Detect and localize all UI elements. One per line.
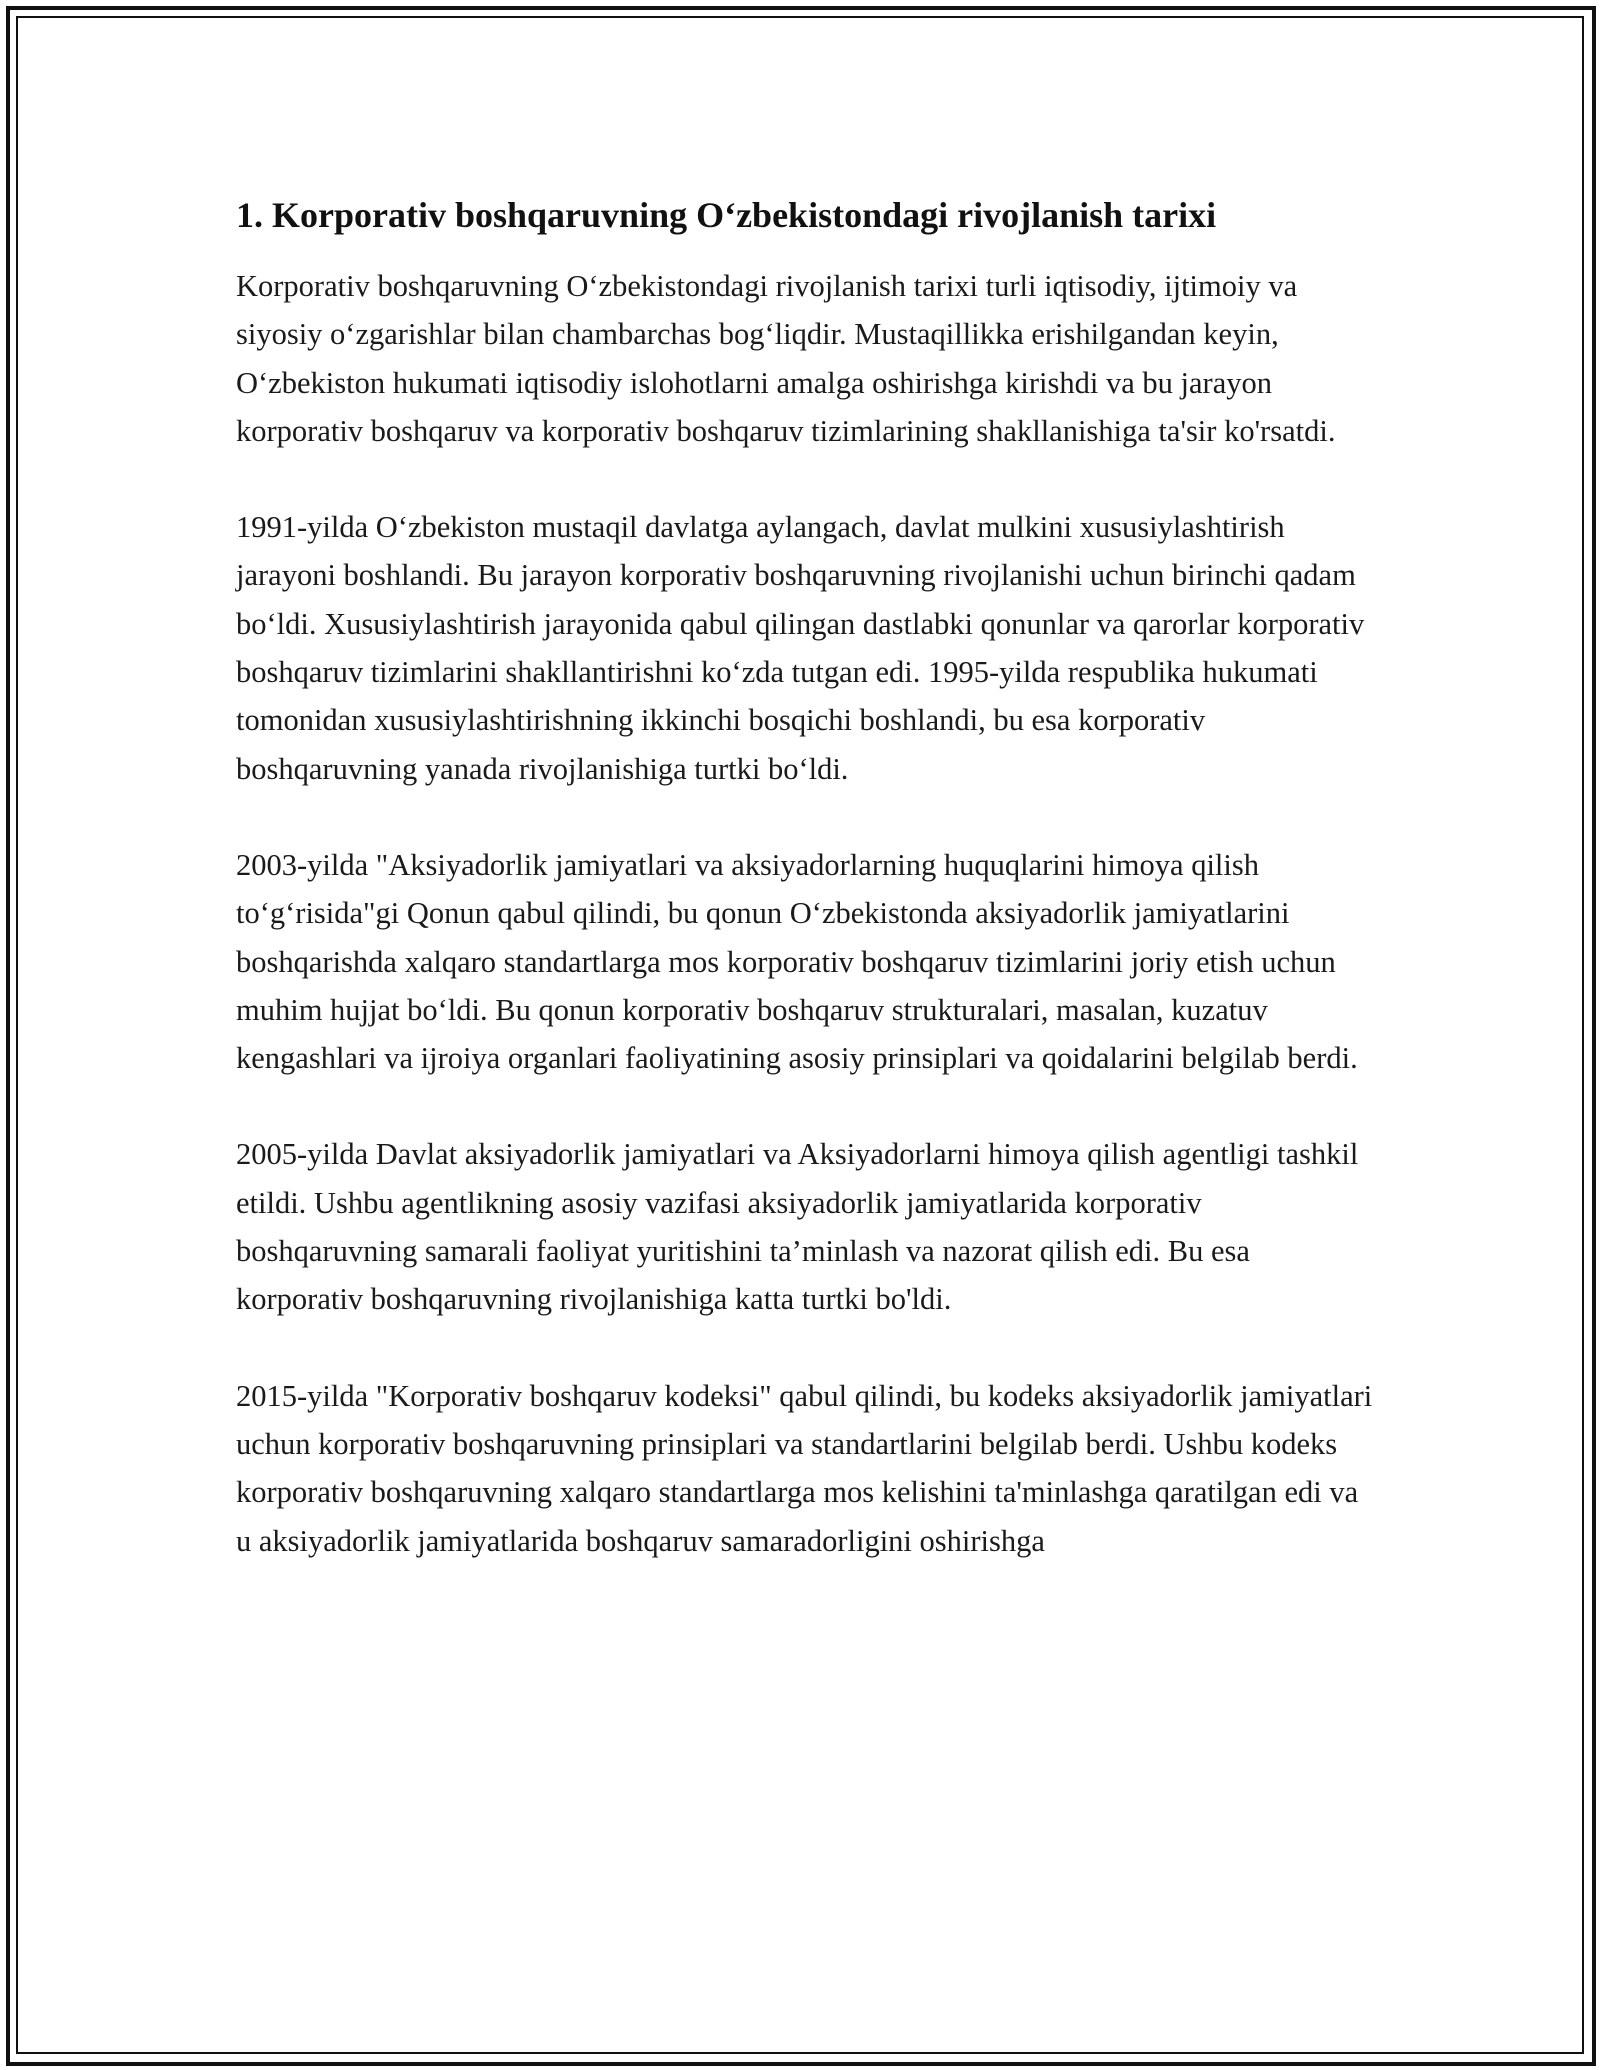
paragraph-3: 2003-yilda "Aksiyadorlik jamiyatlari va aksiyadorlarning huquqlarini himoya qilish to‘g‘risida"gi Qonun qabul qilindi, bu qonun O‘zbekistonda aksiyadorlik jamiyatlarini boshqarishda xalqaro standartlarga mos korporativ boshqaruv tizimlarini joriy etish uchun muhim hujjat bo‘ldi. Bu qonun korporativ boshqaruv strukturalari, masalan, kuzatuv kengashlari va ijroiya organlari faoliyatining asosiy prinsiplari va qoidalarini belgilab berdi. xyxy=(236,847,1358,1076)
section-heading: 1. Korporativ boshqaruvning O‘zbekistondagi rivojlanish tarixi xyxy=(236,195,1217,235)
paragraph-2: 1991-yilda O‘zbekiston mustaqil davlatga aylangach, davlat mulkini xususiylashtirish jarayoni boshlandi. Bu jarayon korporativ boshqaruvning rivojlanishi uchun birinchi qadam bo‘ldi. Xususiylashtirish jarayonida qabul qilingan dastlabki qonunlar va qarorlar korporativ boshqaruv tizimlarini shakllantirishni ko‘zda tutgan edi. 1995-yilda respublika hukumati tomonidan xususiylashtirishning ikkinchi bosqichi boshlandi, bu esa korporativ boshqaruvning yanada rivojlanishiga turtki bo‘ldi. xyxy=(236,510,1365,786)
paragraph-5: 2015-yilda "Korporativ boshqaruv kodeksi" qabul qilindi, bu kodeks aksiyadorlik jamiyatlari uchun korporativ boshqaruvning prinsiplari va standartlarini belgilab berdi. Ushbu kodeks korporativ boshqaruvning xalqaro standartlarga mos kelishini ta'minlashga qaratilgan edi va u aksiyadorlik jamiyatlarida boshqaruv samaradorligini oshirishga xyxy=(236,1378,1373,1558)
document-body xyxy=(236,188,1376,1613)
paragraph-1: Korporativ boshqaruvning O‘zbekistondagi rivojlanish tarixi turli iqtisodiy, ijtimoiy va siyosiy o‘zgarishlar bilan chambarchas bog‘liqdir. Mustaqillikka erishilgandan keyin, O‘zbekiston hukumati iqtisodiy islohotlarni amalga oshirishga kirishdi va bu jarayon korporativ boshqaruv va korporativ boshqaruv tizimlarining shakllanishiga ta'sir ko'rsatdi. xyxy=(236,269,1336,448)
paragraph-4: 2005-yilda Davlat aksiyadorlik jamiyatlari va Aksiyadorlarni himoya qilish agentligi tashkil etildi. Ushbu agentlikning asosiy vazifasi aksiyadorlik jamiyatlarida korporativ boshqaruvning samarali faoliyat yuritishini ta’minlash va nazorat qilish edi. Bu esa korporativ boshqaruvning rivojlanishiga katta turtki bo'ldi. xyxy=(236,1137,1359,1317)
